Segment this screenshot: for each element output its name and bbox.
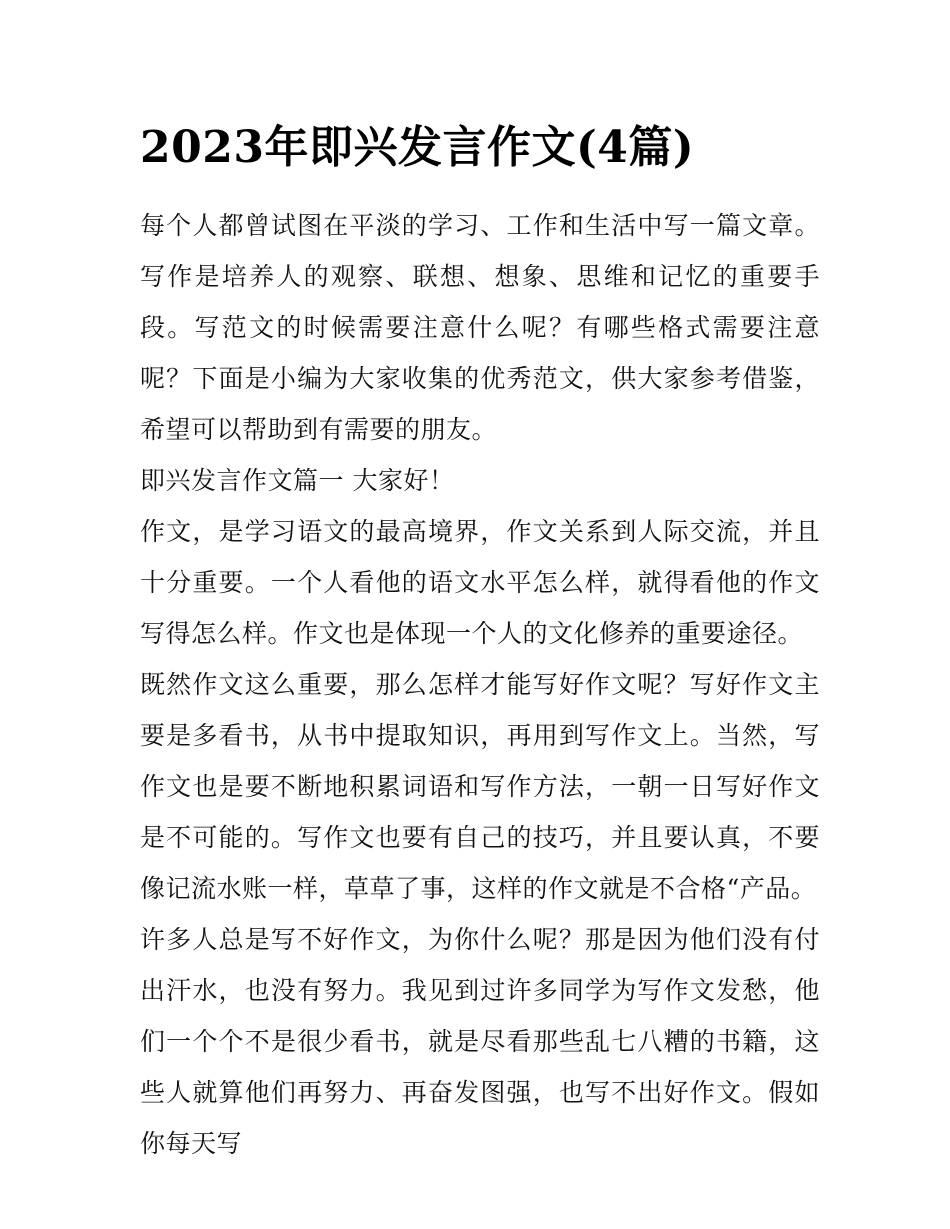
paragraph-body-1: 作文，是学习语文的最高境界，作文关系到人际交流，并且十分重要。一个人看他的语文水平怎么样，就得看他的作文写得怎么样。作文也是体现一个人的文化修养的重要途径。 [140, 517, 820, 648]
document-title: 2023年即兴发言作文(4篇) [140, 122, 695, 173]
document-body [140, 200, 820, 1169]
paragraph-intro: 每个人都曾试图在平淡的学习、工作和生活中写一篇文章。写作是培养人的观察、联想、想象、思维和记忆的重要手段。写范文的时候需要注意什么呢？有哪些格式需要注意呢？下面是小编为大家收集的优秀范文，供大家参考借鉴，希望可以帮助到有需要的朋友。 [140, 211, 820, 444]
paragraph-body-2: 既然作文这么重要，那么怎样才能写好作文呢？写好作文主要是多看书，从书中提取知识，再用到写作文上。当然，写作文也是要不断地积累词语和写作方法，一朝一日写好作文是不可能的。写作文也要有自己的技巧，并且要认真，不要像记流水账一样，草草了事，这样的作文就是不合格“产品。 [140, 670, 820, 903]
paragraph-body-3: 许多人总是写不好作文，为你什么呢？那是因为他们没有付出汗水，也没有努力。我见到过许多同学为写作文发愁，他们一个个不是很少看书，就是尽看那些乱七八糟的书籍，这些人就算他们再努力、再奋发图强，也写不出好作文。假如你每天写 [140, 925, 820, 1158]
paragraph-section-heading: 即兴发言作文篇一 大家好！ [140, 466, 455, 495]
